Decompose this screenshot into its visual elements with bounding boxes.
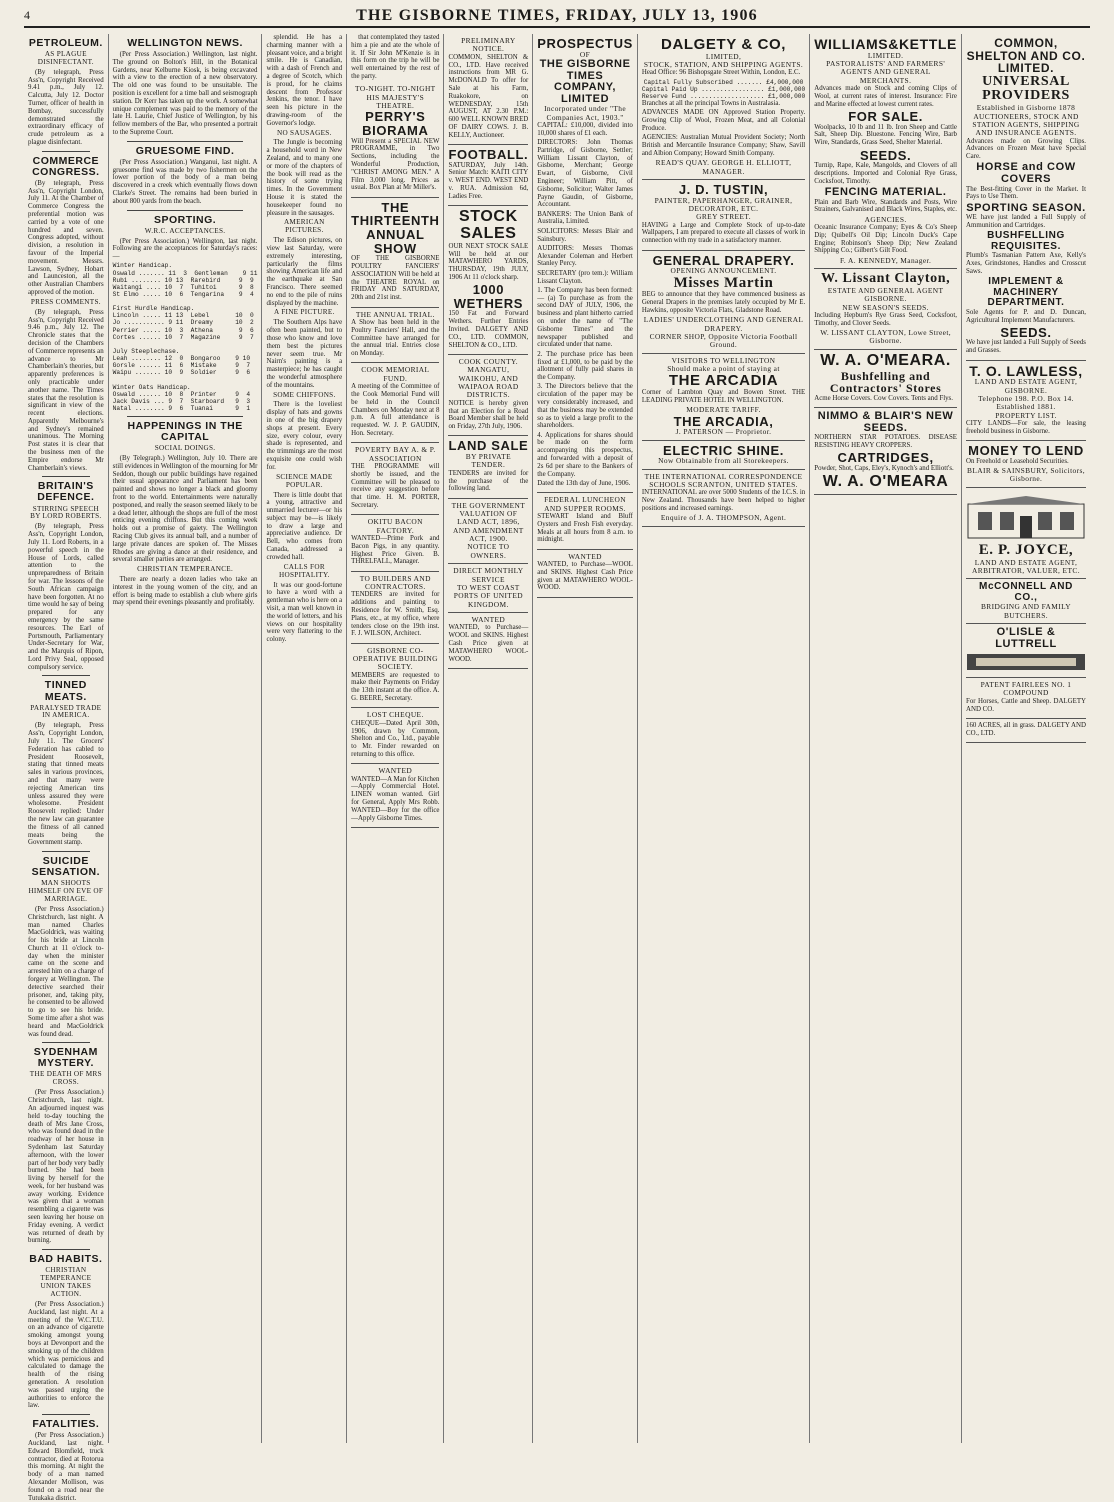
subhead: THE DEATH OF MRS CROSS. — [29, 1070, 102, 1087]
article-text: (By telegraph, Press Ass'n, Copyright London, July 11. The Grocers' Federation has cabled to President Roosevelt, stating that tinned meats sales in various provinces, and that many were rejecting American tins unless assured they were wholesome. President Roosevelt replied: Under the new law can guarantee the fitness of all canned meats being the Government stamp. — [28, 722, 104, 847]
divider — [42, 851, 90, 852]
ad-title: W. A. O'MEARA. — [820, 351, 951, 369]
ad-text: INTERNATIONAL are over 5000 Students of the I.C.S. in New Zealand. Thousands have been helped to higher positions and increased earnings. — [641, 489, 806, 512]
ad-text: For Horses, Cattle and Sheep. DALGETY AND CO. — [966, 697, 1086, 713]
ad-title: McCONNELL AND CO., — [979, 581, 1073, 603]
article-text: The Jungle is becoming a household word in New Zealand, and to many one or more of the chapters of the book will read as the history of some trying times. In the Government House it is stated the housekeeper found no pleasure in the sausages. — [266, 139, 343, 217]
ad-text: TENDERS are invited for additions and painting to Residence for W. Smith, Esq. Plans, etc., at my office, where tenders close on the 19th inst. F. J. WILSON, Architect. — [351, 591, 440, 638]
subhead: W.R.C. ACCEPTANCES. — [144, 226, 226, 235]
ad-text: NOTICE is hereby given that an Election for a Road Board Member shall be held on Friday, 27th July, 1906. — [448, 399, 529, 431]
ad-correspondence-schools — [642, 470, 805, 527]
divider — [42, 151, 90, 152]
ad-electric-shine — [642, 441, 805, 470]
headline-gruesome: GRUESOME FIND. — [135, 144, 235, 157]
ad-dalgety — [642, 34, 805, 180]
ad-shipping-service — [448, 564, 528, 613]
ad-builders — [351, 572, 439, 644]
ad-title: COMMON, SHELTON AND CO. LIMITED. — [966, 36, 1086, 76]
prospectus-clause: 4. Applications for shares should be made on the form accompanying this prospectus, and forwarded with a deposit of 2s 6d per share to the Bankers of the Company. — [537, 431, 633, 478]
prospectus-title: PROSPECTUS — [537, 36, 633, 51]
headline-defence: BRITAIN'S DEFENCE. — [37, 480, 95, 504]
ad-title: PATENT FAIRLEES NO. 1 COMPOUND — [980, 680, 1072, 698]
prospectus-clause: 3. The Directors believe that the circulation of the paper may be very considerably increased, and that the business may be extended so as to yield a large profit to the shareholders. — [537, 383, 633, 430]
ad-title: FEDERAL LUNCHEON AND SUPPER ROOMS. — [544, 495, 626, 513]
ad-signature: BLAIR & SAINSBURY, Solicitors, Gisborne. — [966, 466, 1086, 484]
ad-title: MONEY TO LEND — [968, 443, 1084, 459]
ad-subtitle: PROPERTY LIST. — [995, 410, 1057, 420]
ad-cook-memorial — [351, 363, 439, 443]
ad-title: NIMMO & BLAIR'S NEW SEEDS. — [817, 409, 954, 434]
headline-suicide: SUICIDE SENSATION. — [31, 855, 101, 879]
ad-highlight: FENCING MATERIAL. — [824, 186, 947, 199]
ad-title: WANTED — [471, 615, 506, 624]
headline-sporting: SPORTING. — [153, 213, 217, 226]
subhead: CALLS FOR HOSPITALITY. — [279, 562, 330, 579]
ad-subtitle: BRIDGING AND FAMILY BUTCHERS. — [980, 602, 1072, 620]
column-2 — [108, 34, 262, 1443]
ad-text: WANTED—A Man for Kitchen—Apply Commercial Hotel. LINEN woman wanted. Girl for General, Apply Mrs Robb. WANTED—Boy for the office—Apply Gisborne Times. — [351, 775, 440, 822]
article-text: The Edison pictures, on view last Saturday, were extremely interesting, particularly the films showing American life and the earthquake at San Francisco. There seemed no end to the pile of ruins displayed by the machine. — [266, 237, 343, 307]
ad-title: W. Lissant Clayton, — [821, 271, 951, 287]
ad-text: Head Office: 96 Bishopsgate Street Within, London, E.C. — [641, 69, 801, 77]
headline-petroleum: PETROLEUM. — [28, 37, 103, 49]
ad-text: HAVING a Large and Complete Stock of up-to-date Wallpapers, I am prepared to execute all classes of work in connection with my trade in a satisfactory manner. — [641, 221, 806, 245]
ad-title: T. O. LAWLESS, — [969, 362, 1083, 379]
ad-subtitle: CORNER SHOP, Opposite Victoria Football Ground. — [649, 331, 798, 350]
column-5 — [443, 34, 532, 1443]
article-text: (Per Press Association.) Christchurch, last night. An adjourned inquest was held to-day touching the death of Mrs Jane Cross, who was found dead in the roadway of her house in Sydenham last Saturday afternoon, with the lower part of her body very badly burned. She had been living by herself for the week, for her husband was away working. Evidence was given that a woman resembling a cigarette was seen leaving her house on Friday evening. A verdict was returned of death by burning. — [28, 1089, 104, 1245]
headline-commerce: COMMERCE CONGRESS. — [32, 154, 100, 178]
ad-wanted-wool — [537, 550, 633, 598]
headline-capital: HAPPENINGS IN THE CAPITAL — [127, 420, 243, 444]
ad-text: THE PROGRAMME will shortly be issued, and the Committee will be pleased to receive any suggestion before that time. H. M. PORTER, Secretary. — [351, 462, 440, 509]
capital: CAPITAL: £10,000, divided into 10,000 shares of £1 each. — [537, 121, 633, 137]
ad-text: NORTHERN STAR POTATOES. DISEASE RESISTING HEAVY CROPPERS. — [814, 434, 957, 449]
column-4 — [346, 34, 443, 1443]
article-text: (Per Press Association.) Wellington, last night. The ground on Bolton's Hill, in the Botanical Gardens, near Kelburne Kiosk, is being excavated with a view to the erection of a new observatory. The old one was found to be unsuitable. The position is excellent for a time ball and seismograph station. Dr Kerr has taken up the work. A somewhat unique complement was paid to the memory of the late H. Laurie, Chief Justice of Wellington, by his fellow members of the Bar, who presented a portrait to the Supreme Court. — [112, 51, 258, 136]
article-text: There are nearly a dozen ladies who take an interest in the young women of the city, and an effort is being made to establish a club where girls may spend their evenings pleasantly and profitably. — [112, 576, 258, 607]
masthead-title: THE GISBORNE TIMES, FRIDAY, JULY 13, 1906 — [356, 7, 758, 24]
page-number: 4 — [24, 8, 30, 22]
ad-text: ADVANCES MADE ON Approved Station Property. Growing Clip of Wool, Frozen Meat, and all Colonial Produce. — [641, 109, 806, 133]
prospectus-date: Dated the 13th day of June, 1906. — [537, 479, 631, 487]
headline-wellington: WELLINGTON NEWS. — [127, 37, 243, 49]
ad-valuation — [448, 499, 528, 565]
ad-text: A meeting of the Committee of the Cook Memorial Fund will be held in the Council Chambers on Monday next at 8 p.m. A full attendance is requested. W. J. P. GAUDIN, Hon. Secretary. — [351, 383, 440, 437]
ad-text: AGENCIES: Australian Mutual Provident Society; North British and Mercantile Insurance Company; Shaw, Savill and Albion Company; Howard Smith Company. — [641, 134, 806, 157]
ad-mcconnell — [966, 579, 1086, 624]
ad-highlight: BUSHFELLING REQUISITES. — [987, 230, 1065, 252]
ad-highlight: SEEDS. — [1000, 324, 1052, 340]
column-3 — [261, 34, 346, 1443]
ad-text: OF THE GISBORNE POULTRY FANCIERS' ASSOCIATION Will be held at the THEATRE ROYAL on FRIDAY AND SATURDAY, 20th and 21st inst. — [351, 255, 440, 302]
ad-subtitle: BY PRIVATE TENDER. — [465, 452, 512, 470]
ad-title: GISBORNE CO-OPERATIVE BUILDING SOCIETY. — [352, 645, 438, 672]
ad-subtitle: LAND AND ESTATE AGENT, GISBORNE. — [974, 377, 1078, 395]
ad-title: FOOTBALL. — [448, 146, 529, 162]
prospectus — [537, 34, 633, 493]
company-name: THE GISBORNE TIMES COMPANY, LIMITED — [539, 58, 631, 105]
ad-luncheon-rooms — [537, 493, 633, 549]
directors: DIRECTORS: John Thomas Partridge, of Gisborne, Settler; William Lissant Clayton, of Gisborne, Merchant; George Ewart, of Gisborne, Civil Engineer; William Pitt, of Gisborne, Solicitor; Walter James Payne Gaudin, of Gisborne, Accountant. — [537, 139, 633, 209]
ad-subtitle: PAINTER, PAPERHANGER, GRAINER, DECORATOR, ETC. — [654, 195, 793, 213]
auditors: AUDITORS: Messrs Thomas Alexander Coleman and Herbert Stanley Percy. — [537, 244, 633, 268]
ad-subtitle: PASTORALISTS' AND FARMERS' AGENTS AND GENERAL MERCHANTS. — [826, 59, 946, 85]
ad-text: SATURDAY, July 14th. Senior Match: KAITI CITY v. WEST END. WEST END v. RUA. Admission 6d, Ladies Free. — [448, 161, 529, 200]
ad-text: Including Hepburn's Rye Grass Seed, Cocksfoot, Timothy, and Clover Seeds. — [814, 311, 957, 327]
ad-text: Corner of Lambton Quay and Bowen Street. THE LEADING PRIVATE HOTEL IN WELLINGTON. — [641, 389, 806, 404]
article-text: The Southern Alps have often been painted, but to those who know and love them best the pictures never seem true. Mr Nairn's painting is a masterpiece; he has caught the wonderful atmosphere of the mountains. — [266, 319, 343, 389]
ad-poverty-bay — [351, 443, 439, 515]
divider — [127, 416, 244, 417]
ad-subtitle: GREY STREET. — [696, 212, 751, 222]
ad-subtitle: Established in Gisborne 1878 — [976, 103, 1076, 113]
ad-preliminary-notice — [448, 34, 528, 145]
ad-text: Turnip, Rape, Kale, Mangolds, and Clovers of all descriptions. Imported and Colonial Rye Grass, Cocksfoot, Timothy. — [814, 162, 957, 185]
ad-money-to-lend — [966, 441, 1086, 488]
article-text: (By telegraph, Press Ass'n, Copyright Received 9.41 p.m., July 12. Calcutta, July 12. Doctor Turner, officer of health in Bombay, successfully demonstrated the extraordinary efficacy of crude petroleum as a plague disinfectant. — [28, 68, 104, 147]
ad-title: OKITU BACON FACTORY. — [367, 517, 423, 535]
ad-title: GENERAL DRAPERY. — [652, 252, 795, 268]
ad-highlight: CARTRIDGES, — [837, 450, 934, 466]
ad-text: MEMBERS are requested to make their Payments on Friday the 13th instant at the office. A. G. BEERE, Secretary. — [351, 671, 440, 703]
headline-tinned-meats: TINNED MEATS. — [44, 679, 87, 703]
ad-subtitle: Should make a point of staying at — [667, 363, 780, 373]
ad-title: LAND SALE — [448, 438, 529, 454]
racing-acceptances-table: Winter Handicap. Oswald ....... 11 3 Gentleman 9 11 Rubi ........ 10 13 Rarebird 9 9 Waitangi .... 10 7 Tuhitoi 9 8 St Elmo ..... 10 6 Tengarina 9 4 First Hurdle Handicap. Lincoln ..... 11 13 Lebel 10 0 Jo ........... 9 11 Dreamy 10 2 Perrier ..... 10 3 Athena 9 6 Cortes ...... 10 7 Magazine 9 7 July Steeplechase. Leah ........ 12 0 Bongaroo 9 10 Gorsle ...... 11 6 Mistake 9 7 Waipu ....... 10 9 Soldier 9 6 Winter Oats Handicap. Oswald ...... 10 8 Printer 9 4 Jack Davis ... 9 7 Starboard 9 3 Natal ........ 9 6 Tuanai 9 1 — [112, 262, 258, 412]
article-text: There is little doubt that a young, attractive and unmarried lecturer—or his subject may be—is likely to draw a large and appreciative audience. Dr Bell, who comes from Canada, addressed a crowded hall. — [266, 491, 343, 561]
ad-annual-trial — [351, 308, 439, 364]
ad-title: WILLIAMS&KETTLE — [814, 36, 957, 52]
ad-text: Acme Horse Covers. Cow Covers. Tents and Flys. — [814, 394, 953, 402]
ad-160-acres — [966, 719, 1086, 743]
article-text: that contemplated they tasted him a pie and ate the whole of it. If Sir John M'Kenzie is in this form on the trip he will be well entertained by the rest of the party. — [351, 34, 440, 80]
ad-highlight: THE ARCADIA, — [673, 413, 774, 429]
ad-text: Advances made on Stock and coming Clips of Wool, at current rates of interest. Insurance: Fire and Marine effected at lowest current rates. — [814, 85, 957, 108]
subhead: SOCIAL DOINGS. — [154, 444, 216, 453]
ad-subtitle: MANGATU, WAIKOHU, AND WAIPAOA ROAD DISTRICTS. — [458, 365, 519, 400]
ad-text: Branches at all the principal Towns in Australasia. — [641, 100, 781, 108]
ad-title: THE THIRTEENTH ANNUAL SHOW — [351, 199, 440, 256]
ad-subtitle: NOTICE TO OWNERS. — [467, 542, 510, 560]
ad-cook-county — [448, 355, 528, 436]
article-text: (Per Press Association.) Wellington, last night. Following are the acceptances for Saturday's races:— — [112, 237, 258, 261]
article-text: (By Telegraph.) Wellington, July 10. There are still evidences in Wellington of the mourning for Mr Seddon, though our public buildings have regained their usual appearance and Parliament has been painted and shows no longer a black and gloomy front to the world. Entertainments were naturally postponed, and really the season seemed likely to be a dead letter, although the shops are full of the most enticing evening chiffons. But this coming week holds out a promise of gaiety. The Wellington Racing Club gives its annual ball, and a number of large private dances are spoken of. The Misses Rhodes are giving a dance at their residence, and several smaller parties are arranged. — [112, 454, 258, 564]
ad-title: ELECTRIC SHINE. — [663, 442, 785, 458]
ad-line: HIS MAJESTY'S THEATRE. — [366, 92, 425, 110]
ad-subtitle: J. PATERSON — Proprietor. — [675, 427, 772, 437]
bankers: BANKERS: The Union Bank of Australia, Limited. — [537, 210, 633, 226]
ad-text: A Show has been held in the Poultry Fanciers' Hall, and the Committee have arranged for the annual trial. Entries close on Monday. — [351, 318, 440, 358]
incorporation: Incorporated under "The Companies Act, 1903." — [544, 104, 627, 122]
ad-general-drapery — [642, 251, 805, 354]
headline-bad-habits: BAD HABITS. — [29, 1253, 103, 1266]
ad-lissant-clayton — [814, 269, 957, 350]
ad-text: CHEQUE—Dated April 30th, 1906, drawn by Common, Shelton and Co., Ltd., payable to Mr. Finder rewarded on returning to this office. — [351, 719, 440, 758]
ad-text: WANTED—Prime Pork and Bacon Pigs, in any quantity. Highest Price Given. B. THRELFALL, Manager. — [351, 534, 440, 566]
subhead: CHRISTIAN TEMPERANCE UNION TAKES ACTION. — [40, 1266, 92, 1299]
subhead: AMERICAN PICTURES. — [283, 218, 325, 235]
subhead: NO SAUSAGES. — [276, 128, 332, 137]
subhead: SCIENCE MADE POPULAR. — [276, 472, 333, 489]
divider — [127, 141, 244, 142]
prospectus-of: OF — [579, 49, 591, 59]
divider — [42, 675, 90, 676]
ad-text: Sole Agents for P. and D. Duncan, Agricultural Implement Manufacturers. — [966, 308, 1086, 324]
ad-text: STEWART Island and Bluff Oysters and Fresh Fish everyday. Meals at all hours from 8 a.m. to midnight. — [537, 512, 633, 544]
ad-wanted — [351, 764, 439, 828]
subhead: A FINE PICTURE. — [274, 308, 335, 317]
column-7 — [637, 34, 809, 1443]
ad-subtitle: NEW SEASON'S SEEDS. — [842, 302, 929, 312]
ad-highlight: UNIVERSAL PROVIDERS — [982, 73, 1070, 104]
article-text: (Per Press Association.) Wanganui, last night. A gruesome find was made by two fishermen on the lower portion of the body of a man being discovered in a creek which eventually flows down Clarke's Street. The remains had been buried in about 800 yards from the beach. — [112, 158, 258, 205]
ad-common-shelton — [966, 34, 1086, 361]
ad-highlight: Misses Martin — [673, 274, 774, 291]
ad-title: THE GOVERNMENT VALUATION OF LAND ACT, 1896, AND AMENDMENT ACT, 1900. — [451, 500, 526, 544]
ad-text: 160 ACRES, all in grass. DALGETY AND CO., LTD. — [966, 721, 1086, 737]
article-text: (By telegraph, Press Ass'n, Copyright London, July 11. At the Chamber of Commerce Congress the preferential motion was carried by a vote of one hundred and seven. Congress adopted, without division, a resolution in favour of the Imperial movement. Messrs. Lawson, Sydney, Hobart and Launceston, all the other Australian Chambers approved of the motion. — [28, 179, 104, 297]
article-text: (Per Press Association.) Auckland, last night. At a meeting of the W.C.T.U. on an advance of cigarette smoking amongst young boys at Devonport and the smoking up of the children which was pernicious and calculated to damage the health of the rising generation. A resolution was passed urging the authorities to enforce the law. — [28, 1300, 104, 1410]
divider — [42, 1042, 90, 1043]
ad-signature: READ'S QUAY. GEORGE H. ELLIOTT, MANAGER. — [655, 158, 792, 176]
ad-football — [448, 145, 528, 206]
ad-patent-fairlees — [966, 678, 1086, 719]
ad-subtitle: AUCTIONEERS, STOCK AND STATION AGENTS, SHIPPING AND INSURANCE AGENTS. — [972, 111, 1080, 138]
prospectus-clause: 1. The Company has been formed:— (a) To purchase as from the second DAY of JULY, 1906, the business and plant hitherto carried on under the name of "The Gisborne Times" and the newspaper published and circulated under that name. — [537, 286, 633, 349]
ad-title: DALGETY & CO, — [661, 36, 787, 53]
ad-title: COOK COUNTY. — [458, 356, 519, 366]
subhead: PRESS COMMENTS. — [30, 297, 101, 306]
headline-fatalities: FATALITIES. — [32, 1418, 100, 1431]
ad-joyce — [966, 488, 1086, 579]
column-1 — [24, 34, 108, 1502]
ad-title: O'LISLE & LUTTRELL — [995, 625, 1057, 650]
ad-title: THE INTERNATIONAL CORRESPONDENCE SCHOOLS SCRANTON, UNITED STATES. — [644, 471, 803, 489]
building-engraving — [966, 494, 1086, 540]
ad-text: BEG to announce that they have commenced business as General Drapers in the premises lately occupied by Mr E. Hawkins, opposite Victoria Flats, Gladstone Road. — [641, 291, 806, 314]
ad-text: Plain and Barb Wire, Standards and Posts, Wire Strainers, Galvanised and Black Wires, Staples, etc. — [814, 198, 957, 214]
ad-wanted-wool — [448, 613, 528, 669]
column-9 — [961, 34, 1090, 1443]
trade-mark-icon — [966, 653, 1086, 671]
ad-text: Plumb's Tasmanian Pattern Axe, Kelly's Axes, Grindstones, Handles and Crosscut Saws. — [966, 252, 1086, 275]
ad-subtitle: LADIES' UNDERCLOTHING AND GENERAL DRAPERY. — [643, 315, 804, 333]
ad-text: COMMON, SHELTON & CO., LTD. Have received instructions from MR G. McDONALD To offer for Sale at his Farm, Ruakokore, on WEDNESDAY, 15th AUGUST, AT 2.30 P.M.: 600 WELL KNOWN BRED OF DAIRY COWS. J. B. KELLY, Auctioneer. — [448, 53, 529, 139]
divider — [42, 1249, 90, 1250]
ad-text: CITY LANDS—For sale, the leasing freehold business in Gisborne. — [966, 420, 1086, 435]
ad-signature: F. A. KENNEDY, Manager. — [840, 255, 932, 265]
article-text: (Per Press Association.) Christchurch, last night. A man named Charles MacGoldrick, was waiting for his bride at Lincoln Church at 11 o'clock to-day when the minister came on the scene and arrested him on a charge of forgery at Wellington. The detective searched their prisoner, and, taking pity, he consented to be allowed to go to see his bride. Some time after a shot was heard and MacGoldrick was found dead. — [28, 905, 104, 1038]
ad-highlight: FOR SALE. — [848, 109, 923, 125]
ad-text: We have just landed a Full Supply of Seeds and Grasses. — [966, 339, 1086, 355]
ad-title: STOCK SALES — [459, 208, 518, 242]
divider — [42, 476, 90, 477]
subhead: CHRISTIAN TEMPERANCE. — [137, 565, 234, 574]
ad-text: WANTED, to Purchase—WOOL and SKINS. Highest Cash Price given at MATAWHERO WOOL-WOOD. — [537, 561, 633, 592]
ad-text: Woolpacks, 10 lb and 11 lb. Iron Sheep and Cattle Salt, Sheep Dip. Bluestone. Fencing Wire, Barb Wire, Standards, Grass Seed, Shelter Material. — [814, 123, 957, 147]
divider — [42, 1414, 90, 1415]
article-text: It was our good-fortune to have a word with a gentleman who is here on a visit, a man well known in the world of letters, and his views on our hospitality were very flattering to the colony. — [266, 581, 343, 644]
ad-title: VISITORS TO WELLINGTON — [671, 355, 776, 365]
solicitors: SOLICITORS: Messrs Blair and Sainsbury. — [537, 227, 633, 243]
subhead: MAN SHOOTS HIMSELF ON EVE OF MARRIAGE. — [28, 879, 104, 903]
ad-title: LOST CHEQUE. — [366, 710, 424, 720]
secretary: SECRETARY (pro tem.): William Lissant Clayton. — [537, 269, 633, 285]
ad-tustin — [642, 180, 805, 251]
ad-subtitle: LAND AND ESTATE AGENT, ARBITRATOR, VALUER, ETC. — [972, 557, 1080, 575]
ad-highlight: 1000 WETHERS — [453, 282, 523, 311]
ad-subtitle: ESTATE AND GENERAL AGENT GISBORNE. — [827, 285, 944, 304]
ad-nimmo-blair — [814, 408, 957, 495]
ad-text: Advances made on Growing Clips. Advances on Frozen Meat have Special Care. — [966, 137, 1086, 161]
ad-omeara — [814, 350, 957, 408]
article-text: splendid. He has a charming manner with a pleasant voice, and a bright smile. He is Canadian, with a dash of French and a degree of Scotch, which is proud, for he claims descent from Professor Jenkins, the tenor. I have seen his picture in the drawing-room of the Governor's lodge. — [266, 34, 343, 127]
subhead: PARALYSED TRADE IN AMERICA. — [30, 703, 102, 720]
article-text: (By telegraph, Press Ass'n, Copyright Received 9.46 p.m., July 12. The Chronicle states that the decision of the Chambers of Commerce represents an advance to Mr Chamberlain's theories, but apparently preferences is only practicable under another name. The Times states that the resolution is significant in view of the recent elections. Apparently Melbourne's and Sydney's remained unanimous. The Morning Post states it is clear that the business men of the Empire endorse Mr Chamberlain's views. — [28, 308, 104, 472]
article-text: There is the loveliest display of hats and gowns in one of the big drapery shops at present. Every size, every colour, every shade is represented, and the trimmings are the most exquisite one could wish for. — [266, 401, 343, 471]
capital-table: Capital Fully Subscribed ....... £4,000,000 Capital Paid Up ................. £1,000,000 Reserve Fund .................... £1,000,000 — [641, 78, 806, 101]
ad-title: J. D. TUSTIN, — [678, 181, 769, 197]
ad-title: PRELIMINARY NOTICE. — [461, 36, 516, 54]
column-8 — [809, 34, 961, 1443]
ad-poultry-show — [351, 198, 439, 308]
ad-title: WANTED — [378, 766, 413, 776]
ad-title: POVERTY BAY A. & P. ASSOCIATION — [354, 445, 436, 463]
ad-title: WANTED — [568, 551, 602, 561]
article-text: (Per Press Association.) Auckland, last night. Edward Blomfield, truck contractor, died at Rotorua this morning. At night the body of a man named Alexander Mollison, was found on a road near the Tutukaka district. — [28, 1432, 104, 1502]
ad-highlight: HORSE and COW COVERS — [976, 161, 1076, 186]
ad-signature: W. A. O'MEARA — [822, 473, 949, 491]
ad-text: The Best-fitting Cover in the Market. It Pays to Use Them. — [966, 185, 1086, 201]
ad-subtitle: MODERATE TARIFF. — [686, 405, 761, 415]
ad-subtitle: LIMITED, — [705, 51, 742, 61]
ad-text: Powder, Shot, Caps, Eley's, Kynoch's and Elliott's. — [814, 464, 954, 472]
ad-olisle — [966, 624, 1086, 678]
ad-stock-sales — [448, 206, 528, 355]
prospectus-clause: 2. The purchase price has been fixed at £1,000, to be paid by the allotment of fully paid shares in the Company. — [537, 350, 633, 382]
ad-williams-kettle — [814, 34, 957, 269]
ad-text: Will Present a SPECIAL NEW PROGRAMME, in Two Sections, including the Wonderful Production, "CHRIST AMONG MEN." A Film 3,000 long. Prices as usual. Box Plan at Mr Miller's. — [351, 137, 440, 192]
ad-subtitle: Telephone 198. P.O. Box 14. Established 1881. — [978, 393, 1074, 412]
ad-title: THE ANNUAL TRIAL. — [355, 309, 435, 319]
ad-text: WE have just landed a Full Supply of Ammunition and Cartridges. — [966, 214, 1086, 230]
ad-subtitle: Enquire of J. A. THOMPSON, Agent. — [660, 513, 787, 523]
ad-title: DIRECT MONTHLY SERVICE — [453, 566, 524, 584]
ad-text: Oceanic Insurance Company; Eyes & Co's Sheep Dip; Quibell's Oil Dip; Lincoln Duck's Cape Engine; Robinson's Sheep Dip; New Zealand Shipping Co.; Gilbert's Gilt Food. — [814, 224, 957, 255]
article-text: (By telegraph, Press Ass'n, Copyright London, July 11. Lord Roberts, in a powerful speech in the House of Lords, called attention to the unpreparedness of Britain for war. The lessons of the South African campaign have been forgotten. At no time would he say of being prepared for any emergency by the same resources. The Earl of Portsmouth, Parliamentary Under-Secretary for War, and the Marquis of Ripon, Lord Privy Seal, opposed compulsory service. — [28, 523, 104, 671]
ad-okitu — [351, 515, 439, 571]
ad-subtitle: OPENING ANNOUNCEMENT. — [670, 266, 777, 276]
headline-sydenham: SYDENHAM MYSTERY. — [33, 1046, 98, 1070]
ad-text: 150 Fat and Forward Wethers. Further Entries Invited. DALGETY AND CO., LTD. COMMON, SHELTON & CO., LTD. — [448, 310, 529, 349]
subhead: STIRRING SPEECH BY LORD ROBERTS. — [30, 504, 102, 521]
ad-arcadia — [642, 354, 805, 441]
ad-subtitle: TO WEST COAST PORTS OF UNITED KINGDOM. — [453, 582, 523, 609]
ad-highlight: THE ARCADIA — [668, 372, 779, 390]
ad-subtitle: STOCK, STATION, AND SHIPPING AGENTS. — [643, 60, 804, 70]
column-6 — [532, 34, 637, 1443]
ad-text: TENDERS are invited for the purchase of the following land. — [448, 469, 529, 493]
ad-text: On Freehold or Leasehold Securities. — [966, 457, 1069, 465]
ad-highlight: Bushfelling and Contractors' Stores — [829, 368, 942, 396]
subhead: AS PLAGUE DISINFECTANT. — [37, 50, 94, 66]
ad-line: TO-NIGHT. TO-NIGHT — [355, 84, 436, 94]
ad-text: WANTED, to Purchase—WOOL and SKINS. Highest Cash Price given at MATAWHERO WOOL-WOOD. — [448, 624, 529, 663]
ad-text: OUR NEXT STOCK SALE Will be held at our MATAWHERO YARDS, THURSDAY, 19th JULY, 1906 At 11 o'clock sharp. — [448, 242, 529, 281]
subhead: SOME CHIFFONS. — [273, 390, 336, 399]
ad-title: E. P. JOYCE, — [978, 541, 1074, 558]
ad-title: COOK MEMORIAL FUND. — [361, 365, 430, 383]
ad-building-society — [351, 644, 439, 709]
ad-subtitle: LIMITED. — [867, 50, 904, 60]
ad-land-sale — [448, 436, 528, 498]
ad-lawless — [966, 361, 1086, 442]
ad-signature: W. LISSANT CLAYTON, Lowe Street, Gisborne. — [820, 327, 952, 346]
ad-highlight: SEEDS. — [859, 147, 912, 163]
masthead — [24, 6, 1090, 28]
ad-title: PERRY'S BIORAMA — [362, 109, 429, 138]
ad-subtitle: Now Obtainable from all Storekeepers. — [658, 456, 789, 466]
divider — [127, 210, 244, 211]
ad-title: TO BUILDERS AND CONTRACTORS. — [359, 573, 431, 591]
ad-subtitle: AGENCIES. — [864, 214, 907, 224]
columns — [24, 34, 1090, 1502]
ad-biorama — [351, 82, 439, 197]
ad-lost-cheque — [351, 708, 439, 764]
ad-highlight: SPORTING SEASON. — [966, 201, 1086, 214]
ad-highlight: IMPLEMENT & MACHINERY DEPARTMENT. — [987, 276, 1065, 309]
